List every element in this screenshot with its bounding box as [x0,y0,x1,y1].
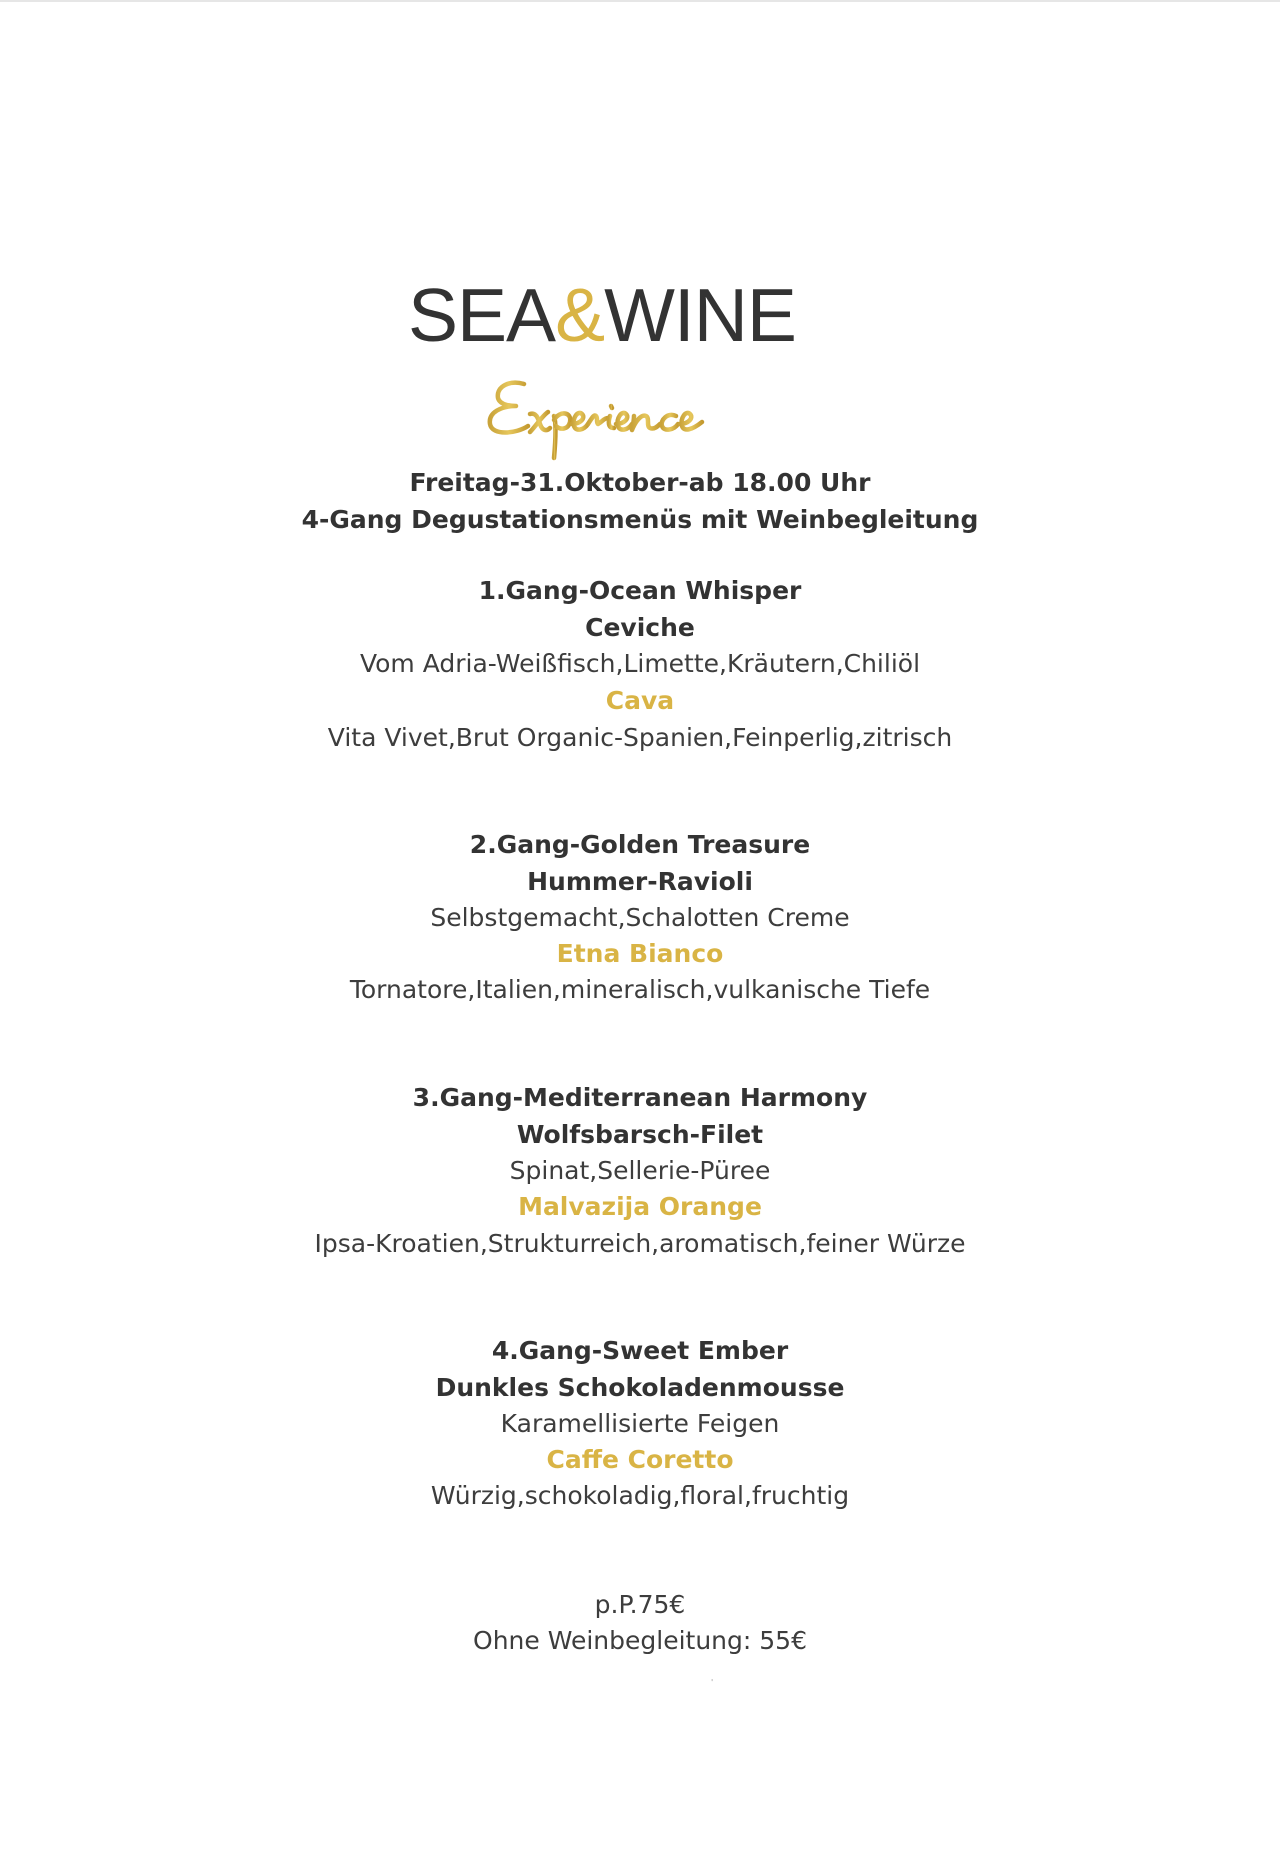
course-1-description: Vom Adria-Weißfisch,Limette,Kräutern,Chiliöl [359,649,921,678]
course-4-description: Karamellisierte Feigen [500,1409,780,1438]
stray-mark: ' [711,1678,714,1687]
course-4-wine: Caffe Coretto [546,1445,734,1474]
logo-ampersand: & [555,273,605,357]
course-3-dish: Wolfsbarsch-Filet [516,1120,764,1149]
experience-script-logo [480,366,780,466]
course-2-title: 2.Gang-Golden Treasure [469,830,811,859]
logo-sea: SEA [408,273,556,357]
menu-subtitle: 4-Gang Degustationsmenüs mit Weinbegleitung [301,505,979,534]
event-date: Freitag-31.Oktober-ab 18.00 Uhr [409,468,871,497]
price-per-person: p.P.75€ [594,1590,686,1619]
course-4-wine-notes: Würzig,schokoladig,floral,fruchtig [430,1481,850,1510]
course-1-dish: Ceviche [585,613,695,642]
course-4-dish: Dunkles Schokoladenmousse [435,1373,845,1402]
course-1-wine: Cava [605,686,675,715]
course-1-wine-notes: Vita Vivet,Brut Organic-Spanien,Feinperlig,zitrisch [327,723,953,752]
logo-wine: WINE [604,273,796,357]
course-2-wine: Etna Bianco [556,939,724,968]
price-without-wine: Ohne Weinbegleitung: 55€ [473,1626,807,1655]
logo [408,270,798,360]
course-1-title: 1.Gang-Ocean Whisper [478,576,802,605]
course-2-description: Selbstgemacht,Schalotten Creme [430,903,850,932]
course-2-dish: Hummer-Ravioli [527,867,753,896]
course-3-title: 3.Gang-Mediterranean Harmony [412,1083,868,1112]
course-4-title: 4.Gang-Sweet Ember [491,1336,789,1365]
course-3-wine-notes: Ipsa-Kroatien,Strukturreich,aromatisch,feiner Würze [314,1229,966,1258]
course-3-wine: Malvazija Orange [518,1192,762,1221]
course-3-description: Spinat,Sellerie-Püree [509,1156,771,1185]
course-2-wine-notes: Tornatore,Italien,mineralisch,vulkanische Tiefe [349,975,931,1004]
